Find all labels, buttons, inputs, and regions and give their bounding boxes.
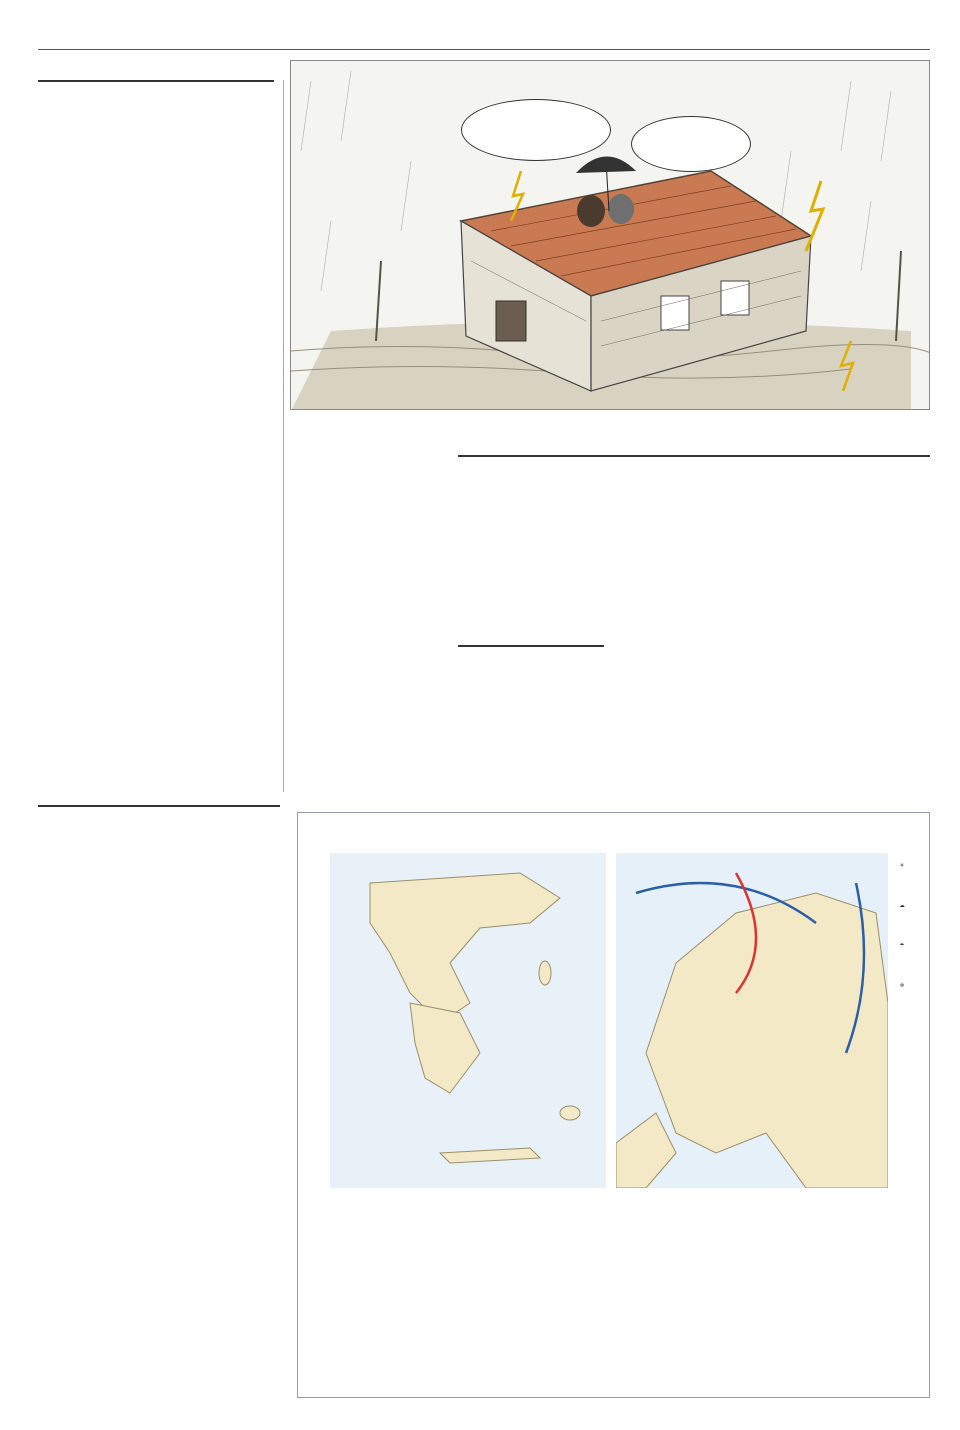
keraies-col-1 bbox=[296, 455, 456, 795]
europe-legend-strip: ☀ ☁ ☂ ❄ bbox=[899, 863, 905, 989]
column-divider bbox=[283, 80, 284, 792]
keraies-col-3 bbox=[614, 550, 752, 790]
europe-map bbox=[616, 853, 888, 1188]
keraies-col-4 bbox=[762, 455, 930, 790]
speech-bubble-left bbox=[461, 99, 611, 161]
editorial-cartoon bbox=[290, 60, 930, 410]
greece-map bbox=[330, 853, 606, 1188]
pull-quote bbox=[458, 645, 604, 655]
keraies-col-2 bbox=[458, 550, 604, 630]
europe-landmass bbox=[616, 853, 888, 1188]
speech-bubble-right bbox=[631, 116, 751, 172]
flooded-house-drawing bbox=[291, 61, 930, 410]
weather-section bbox=[297, 812, 930, 1398]
weather-legend bbox=[300, 853, 330, 1253]
greece-landmass bbox=[330, 853, 606, 1188]
page-header bbox=[38, 10, 930, 50]
diagonios-column bbox=[38, 80, 274, 792]
crossword bbox=[38, 805, 280, 1395]
column-numbers bbox=[92, 817, 280, 829]
across-clues-cont bbox=[156, 837, 280, 841]
